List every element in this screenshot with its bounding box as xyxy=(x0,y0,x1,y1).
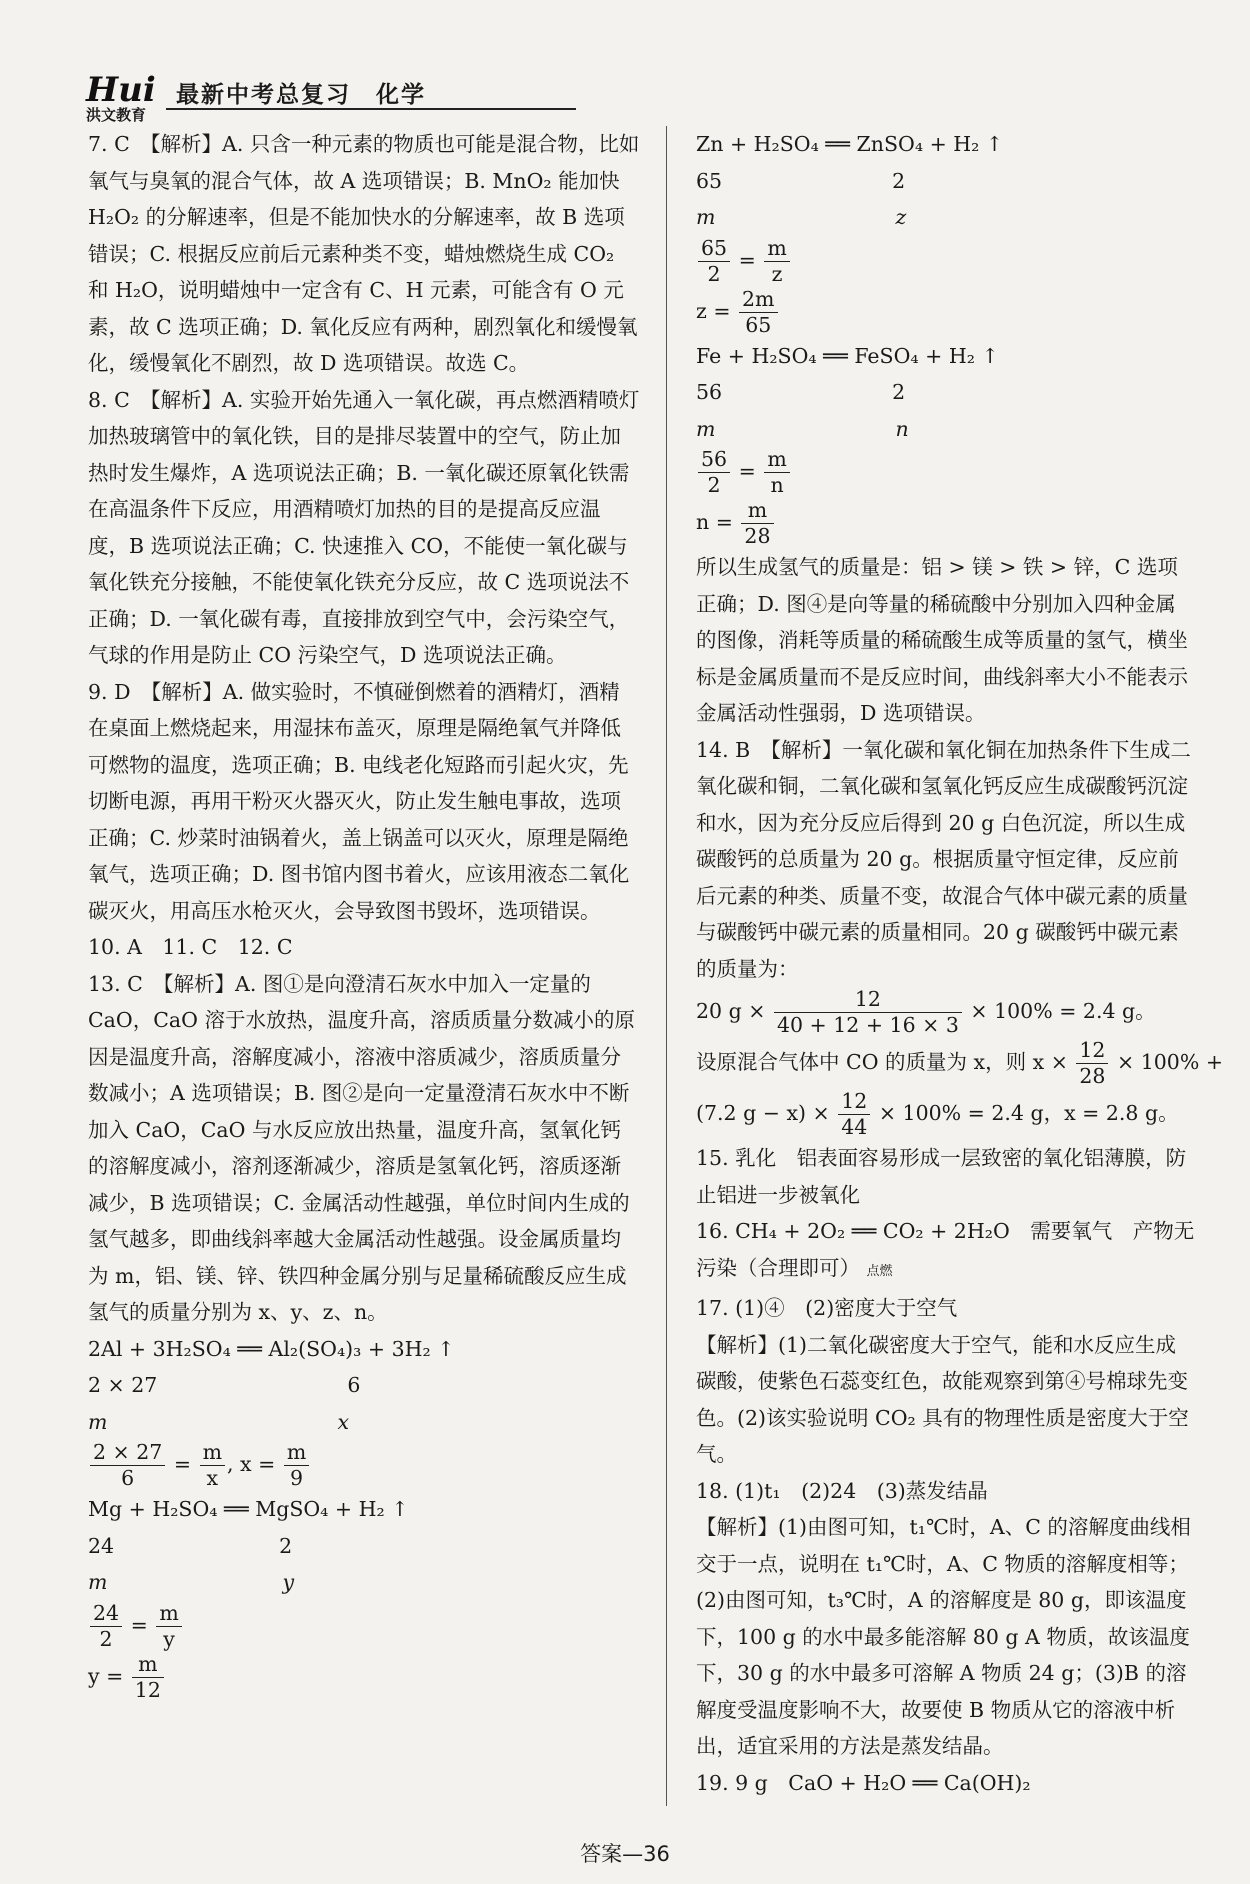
publisher-name: 洪文教育 xyxy=(86,106,147,124)
equation-al: 2Al + 3H₂SO₄ ══ Al₂(SO₄)₃ + 3H₂ ↑ xyxy=(88,1336,455,1361)
left-column xyxy=(88,126,640,1703)
book-title: 最新中考总复习 化学 xyxy=(176,82,426,108)
answer-10-12: 10. A 11. C 12. C xyxy=(88,935,293,959)
equation-fe: Fe + H₂SO₄ ══ FeSO₄ + H₂ ↑ xyxy=(696,343,999,368)
right-column xyxy=(696,126,1223,1801)
answer-14-result: (7.2 g − x) × $\frac{12}{44}$ × 100% = 2.4 g，x = 2.8 g。 xyxy=(696,1089,1179,1139)
answer-13: 13. C 【解析】A. 图①是向澄清石灰水中加入一定量的 CaO，CaO 溶于水放热，温度升高，溶质质量分数减小的原因是温度升高，溶解度减小，溶液中溶质减少，溶质质量分数减小；A 选项错误；B. 图②是向一定量澄清石灰水中不断加入 CaO，CaO 与水反应放出热量，温度升高，氢氧化钙的溶解度减小，溶剂逐渐减少，溶质是氢氧化钙，溶质逐渐减少，B 选项错误；C. 金属活动性越强，单位时间内生成的氢气越多，即曲线斜率越大金属活动性越强。设金属质量均为 m，铝、镁、锌、铁四种金属分别与足量稀硫酸反应生成氢气的质量分别为 x、y、z、n。 xyxy=(88,971,635,1324)
answer-15: 15. 乳化 铝表面容易形成一层致密的氧化铝薄膜，防止铝进一步被氧化 xyxy=(696,1146,1187,1207)
answer-14: 14. B 【解析】一氧化碳和氧化铜在加热条件下生成二氧化碳和铜，二氧化碳和氢氧化钙反应生成碳酸钙沉淀和水，因为充分反应后得到 20 g 白色沉淀，所以生成碳酸钙的总质量为 20 g。根据质量守恒定律，反应前后元素的种类、质量不变，故混合气体中碳元素的质量与碳酸钙中碳元素的质量相同。20 g 碳酸钙中碳元素的质量为： xyxy=(696,737,1191,981)
reaction-condition: 点燃 xyxy=(866,1263,893,1279)
answer-18: 18. (1)t₁ (2)24 (3)蒸发结晶 xyxy=(696,1478,988,1503)
answer-7: 7. C 【解析】A. 只含一种元素的物质也可能是混合物，比如氧气与臭氧的混合气体，故 A 选项错误；B. MnO₂ 能加快 H₂O₂ 的分解速率，但是不能加快水的分解速率，故 B 选项错误；C. 根据反应前后元素种类不变，蜡烛燃烧生成 CO₂ 和 H₂O，说明蜡烛中一定含有 C、H 元素，可能含有 O 元素，故 C 选项正确；D. 氧化反应有两种，剧烈氧化和缓慢氧化，缓慢氧化不剧烈，故 D 选项错误。故选 C。 xyxy=(88,132,640,375)
answer-9: 9. D 【解析】A. 做实验时，不慎碰倒燃着的酒精灯，酒精在桌面上燃烧起来，用湿抹布盖灭，原理是隔绝氧气并降低可燃物的温度，选项正确；B. 电线老化短路而引起火灾，先切断电源，再用干粉灭火器灭火，防止发生触电事故，选项正确；C. 炒菜时油锅着火，盖上锅盖可以灭火，原理是隔绝氧气，选项正确；D. 图书馆内图书着火，应该用液态二氧化碳灭火，用高压水枪灭火，会导致图书毁坏，选项错误。 xyxy=(88,679,630,923)
mg-ratio-row: 24 2 xyxy=(88,1533,293,1558)
answer-13-continued: 所以生成氢气的质量是：铝 > 镁 > 铁 > 锌，C 选项正确；D. 图④是向等量的稀硫酸中分别加入四种金属的图像，消耗等质量的稀硫酸生成等质量的氢气，横坐标是金属质量而不是反应时间，曲线斜率大小不能表示金属活动性强弱，D 选项错误。 xyxy=(696,555,1188,725)
page-number: 答案—36 xyxy=(580,1842,670,1866)
fe-proportion: $\frac{56}{2}$ = $\frac{m}{n}$ xyxy=(696,447,1196,498)
answer-8: 8. C 【解析】A. 实验开始先通入一氧化碳，再点燃酒精喷灯加热玻璃管中的氧化铁，目的是排尽装置中的空气，防止加热时发生爆炸，A 选项说法正确；B. 一氧化碳还原氧化铁需在高温条件下反应，用酒精喷灯加热的目的是提高反应温度，B 选项说法正确；C. 快速推入 CO，不能使一氧化碳与氧化铁充分接触，不能使氧化铁充分反应，故 C 选项说法不正确；D. 一氧化碳有毒，直接排放到空气中，会污染空气，气球的作用是防止 CO 污染空气，D 选项说法正确。 xyxy=(88,387,640,667)
zn-mass-row: m z xyxy=(696,205,907,229)
mg-proportion: $\frac{24}{2}$ = $\frac{m}{y}$ xyxy=(88,1601,640,1652)
al-mass-row: m x xyxy=(88,1409,350,1434)
answer-14-calc: 20 g × $\frac{12}{40 + 12 + 16 \times 3}$ × 100% = 2.4 g。 xyxy=(696,987,1156,1037)
zn-proportion: $\frac{65}{2}$ = $\frac{m}{z}$ xyxy=(696,236,1196,287)
equation-zn: Zn + H₂SO₄ ══ ZnSO₄ + H₂ ↑ xyxy=(696,132,1004,156)
mg-mass-row: m y xyxy=(88,1570,295,1594)
answer-17-explanation: 【解析】(1)二氧化碳密度大于空气，能和水反应生成碳酸，使紫色石蕊变红色，故能观察到第④号棉球先变色。(2)该实验说明 CO₂ 具有的物理性质是密度大于空气。 xyxy=(696,1332,1189,1466)
answer-17: 17. (1)④ (2)密度大于空气 xyxy=(696,1296,958,1320)
header-rule xyxy=(166,108,576,110)
al-proportion: $\frac{2 \times 27}{6}$ = $\frac{m}{x}$ , x = $\frac{m}{9}$ xyxy=(88,1440,640,1491)
answer-16: 16. CH₄ + 2O₂ ══ CO₂ + 2H₂O 需要氧气 产物无污染（合理即可） 点燃 xyxy=(696,1219,1195,1280)
zn-ratio-row: 65 2 xyxy=(696,168,906,193)
fe-mass-row: m n xyxy=(696,416,909,441)
mg-result: y = $\frac{m}{12}$ xyxy=(88,1652,640,1703)
fe-ratio-row: 56 2 xyxy=(696,380,906,404)
answer-19: 19. 9 g CaO + H₂O ══ Ca(OH)₂ xyxy=(696,1770,1031,1795)
al-ratio-row: 2 × 27 6 xyxy=(88,1373,361,1397)
page-header xyxy=(86,70,496,124)
answer-18-explanation: 【解析】(1)由图可知，t₁℃时，A、C 的溶解度曲线相交于一点，说明在 t₁℃时，A、C 物质的溶解度相等；(2)由图可知，t₃℃时，A 的溶解度是 80 g，即该温度下，100 g 的水中最多能溶解 80 g A 物质，故该温度下，30 g 的水中最多可溶解 A 物质 24 g；(3)B 的溶解度受温度影响不大，故要使 B 物质从它的溶液中析出，适宜采用的方法是蒸发结晶。 xyxy=(696,1515,1191,1758)
publisher-logo: Hui xyxy=(86,70,156,110)
equation-mg: Mg + H₂SO₄ ══ MgSO₄ + H₂ ↑ xyxy=(88,1497,409,1521)
fe-result: n = $\frac{m}{28}$ xyxy=(696,498,1196,549)
zn-result: z = $\frac{2m}{65}$ xyxy=(696,287,1196,338)
column-divider xyxy=(666,126,667,1806)
answer-14-setup: 设原混合气体中 CO 的质量为 x，则 x × $\frac{12}{28}$ × 100% + xyxy=(696,1038,1223,1088)
